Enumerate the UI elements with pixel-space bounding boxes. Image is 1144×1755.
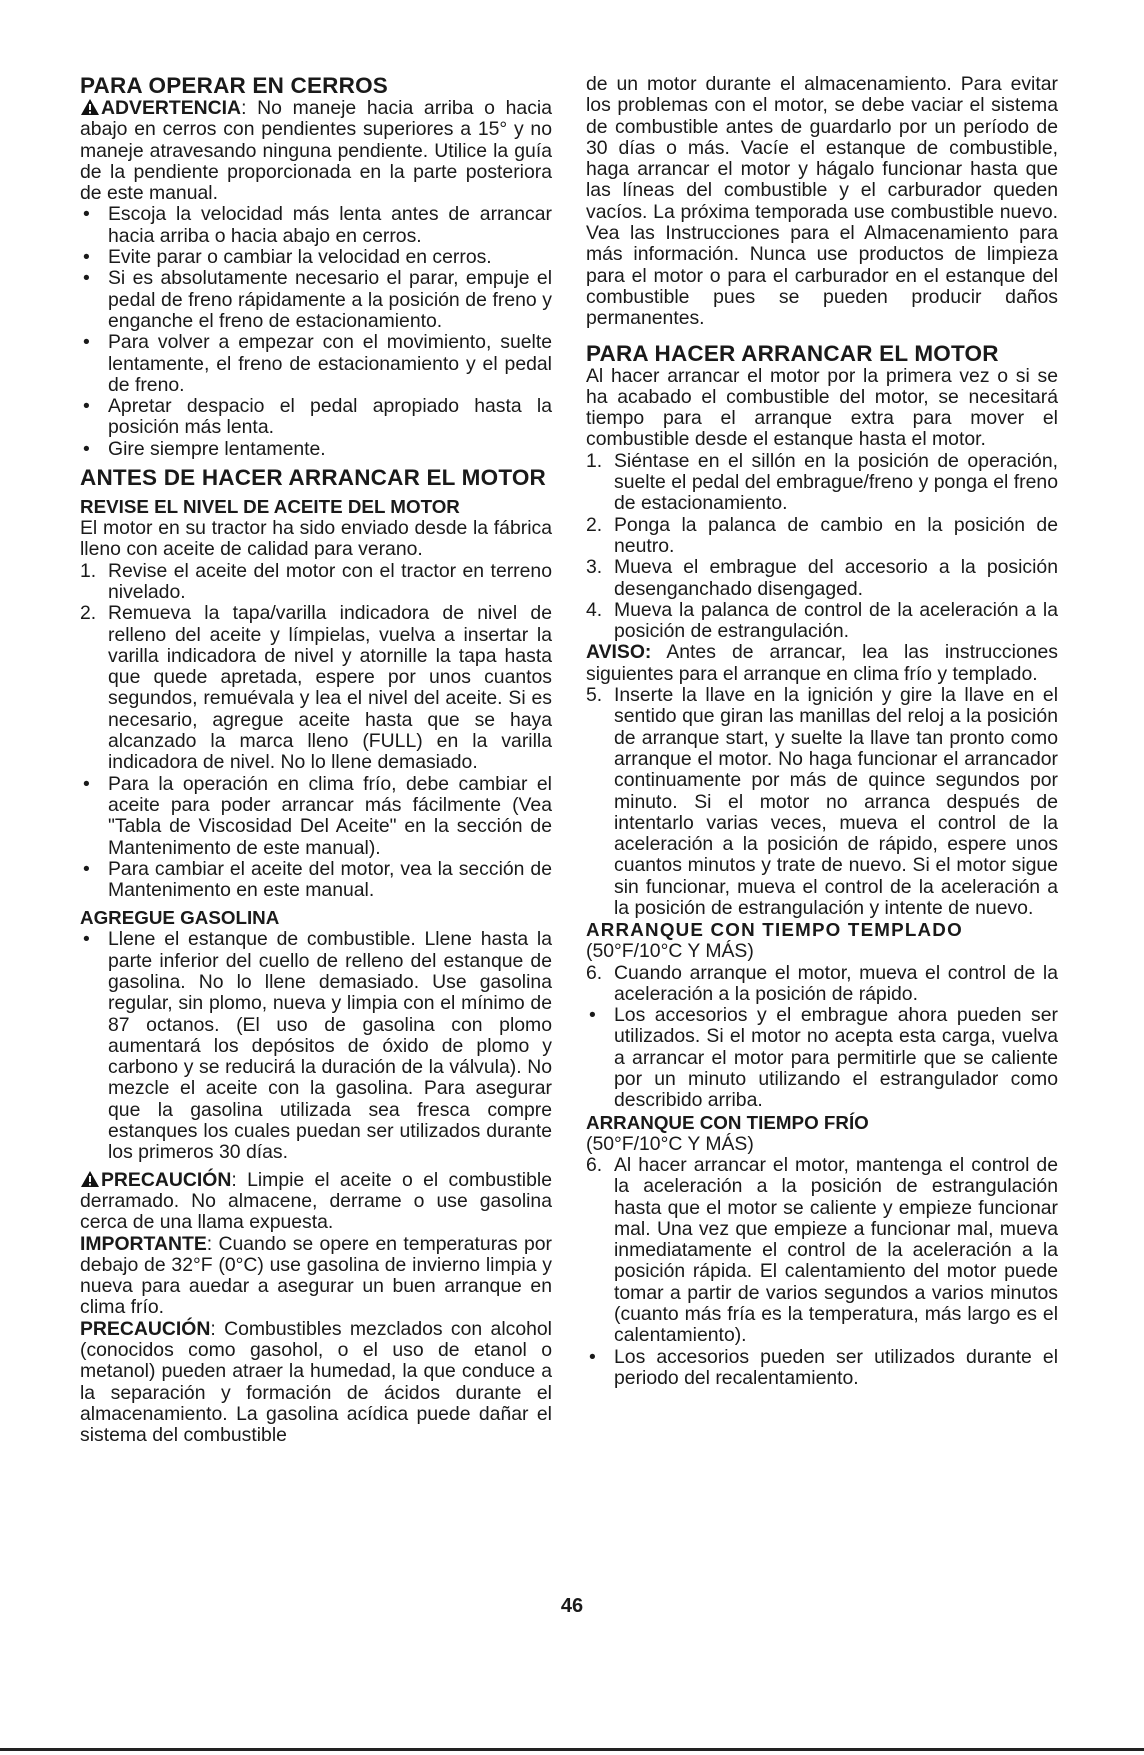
oil-intro: El motor en su tractor ha sido enviado desde la fábrica lleno con aceite de calidad para verano.	[80, 517, 552, 561]
cold-bullet-list	[586, 1347, 1058, 1390]
subtitle-add-gas: AGREGUE GASOLINA	[80, 907, 280, 929]
caution-text: : Combustibles mezclados con alcohol (conocidos como gasohol, o el uso de etanol o metanol) pueden atraer la humedad, la que conduce a la separación y formación de ácidos durante el almacenamiento. La gasolina acídica puede dañar el sistema del combustible	[80, 1317, 552, 1447]
caution-paragraph-2	[80, 1319, 552, 1447]
left-column	[80, 74, 552, 1447]
subtitle-warm-start: ARRANQUE CON TIEMPO TEMPLADO	[586, 919, 963, 941]
list-item: • Gire siempre lentamente.	[83, 437, 326, 460]
warning-paragraph	[80, 98, 552, 204]
list-item: 2. Ponga la palanca de cambio en la posición de neutro.	[586, 513, 1058, 557]
notice-lead: AVISO:	[586, 641, 652, 664]
list-item: • Para la operación en clima frío, debe cambiar el aceite para poder arrancar más fácilmente (Vea "Tabla de Viscosidad Del Aceite" en la sección de Mantenimento de este manual).	[83, 772, 552, 859]
caution-lead: PRECAUCIÓN	[80, 1317, 211, 1340]
list-item: 4. Mueva la palanca de control de la aceleración a la posición de estrangulación.	[586, 598, 1058, 643]
caution-paragraph-1	[80, 1170, 552, 1234]
list-item: 6. Al hacer arrancar el motor, mantenga el control de la aceleración a la posición de estrangulación hasta que el motor se caliente y empieze funcionar mal. Una vez que empieze a funcionar mal, mueva inmediatamente el control de la aceleración a la posición rápida. El calentamiento del motor puede tomar a partir de varios segundos a varios minutos (cuanto más fría es la temperatura, más largo es el calentamiento).	[586, 1153, 1058, 1347]
list-item: 2. Remueva la tapa/varilla indicadora de nivel de relleno del aceite y límpielas, vuelva a insertar la varilla indicadora de nivel y atornille la tapa hasta que quede apretada, espere por unos cuantos segundos, remuévala y lea el nivel del aceite. Si es necesario, agregue aceite hasta que se haya alcanzado la marca lleno (FULL) en la varilla indicadora de nivel. No lo llene demasiado.	[80, 602, 552, 774]
list-item: • Si es absolutamente necesario el parar, empuje el pedal de freno rápidamente a la posición de freno y enganche el freno de estacionamiento.	[83, 267, 552, 332]
caution-lead: PRECAUCIÓN	[101, 1168, 232, 1191]
list-item: • Llene el estanque de combustible. Llene hasta la parte inferior del cuello de relleno del estanque de gasolina. No lo llene demasiado. Use gasolina regular, sin plomo, nueva y limpia con el mínimo de 87 octanos. (El uso de gasolina con plomo aumentará los depósitos de óxido de plomo y carbono y se reducirá la duración de la válvula). No mezcle el aceite con la gasolina. Para asegurar que la gasolina utilizada sea fresca compre estanques los cuales puedan ser utilizados durante los primeros 30 días.	[83, 928, 552, 1164]
warning-lead: ADVERTENCIA	[101, 97, 242, 119]
warning-triangle-icon	[80, 98, 100, 116]
list-item: • Evite parar o cambiar la velocidad en cerros.	[83, 246, 492, 269]
warm-steps	[586, 963, 1058, 1006]
subtitle-cold-start: ARRANQUE CON TIEMPO FRÍO	[586, 1111, 869, 1133]
list-item: 3. Mueva el embrague del accesorio a la posición desenganchado disengaged.	[586, 556, 1058, 600]
oil-steps	[80, 561, 552, 774]
warm-temp: (50°F/10°C Y MÁS)	[586, 940, 754, 963]
section-title-hills: PARA OPERAR EN CERROS	[80, 73, 388, 98]
gas-bullet-list	[80, 929, 552, 1163]
notice-paragraph	[586, 642, 1058, 685]
warning-triangle-icon	[80, 1170, 100, 1188]
continued-paragraph: de un motor durante el almacenamiento. Para evitar los problemas con el motor, se debe vaciar el sistema de combustible antes de guardarlo por un período de 30 días o más. Vacíe el estanque de combustible, haga arrancar el motor y hágalo funcionar hasta que las líneas del combustible y el carburador queden vacíos. La próxima temporada use combustible nuevo. Vea las Instrucciones para el Almacenamiento para más información. Nunca use productos de limpieza para el motor o para el carburador en el estanque del combustible pues se pueden producir daños permanentes.	[586, 73, 1058, 330]
list-item: 1. Revise el aceite del motor con el tractor en terreno nivelado.	[80, 559, 552, 603]
hills-bullet-list	[80, 204, 552, 460]
page-number: 46	[560, 1595, 584, 1617]
list-item: • Los accesorios y el embrague ahora pueden ser utilizados. Si el motor no acepta esta carga, vuelva a arrancar el motor para permitirle que se caliente por un minuto utilizando el estrangulador como describido arriba.	[589, 1004, 1058, 1112]
start-steps	[586, 451, 1058, 643]
section-title-start-engine: PARA HACER ARRANCAR EL MOTOR	[586, 340, 999, 366]
list-item: 5. Inserte la llave en la ignición y gire la llave en el sentido que giran las manillas del reloj a la posición de arranque start, y suelte la llave tan pronto como arranque el motor. No haga funcionar el arrancador continuamente por más de quince segundos por minuto. Si el motor no arranca después de intentarlo varias veces, mueva el control de la aceleración a la posición de rápido, espere unos cuantos minutos y trate de nuevo. Si el motor sigue sin funcionar, mueva el control de la aceleración a la posición de estrangulación y intente de nuevo.	[586, 684, 1058, 919]
important-paragraph	[80, 1234, 552, 1319]
cold-steps	[586, 1155, 1058, 1347]
warm-bullet-list	[586, 1005, 1058, 1111]
list-item: • Para volver a empezar con el movimiento, suelte lentamente, el freno de estacionamiento y el pedal de freno.	[83, 331, 552, 396]
subtitle-oil-level: REVISE EL NIVEL DE ACEITE DEL MOTOR	[80, 496, 460, 518]
warning-text: : No maneje hacia arriba o hacia abajo en cerros con pendientes superiores a 15° y no maneje atravesando ninguna pendiente. Utilice la guía de la pendiente proporcionada en la parte posteriora de este manual.	[80, 97, 552, 205]
section-title-before-start: ANTES DE HACER ARRANCAR EL MOTOR	[80, 465, 547, 491]
right-column	[586, 74, 1058, 1389]
bottom-rule	[0, 1748, 1144, 1751]
important-text: : Cuando se opere en temperaturas por debajo de 32°F (0°C) use gasolina de invierno limpia y nueva para auedar a asegurar un buen arranque en clima frío.	[80, 1232, 552, 1319]
list-item: • Para cambiar el aceite del motor, vea la sección de Mantenimento en este manual.	[83, 857, 552, 902]
list-item: 6. Cuando arranque el motor, mueva el control de la aceleración a la posición de rápido.	[586, 961, 1058, 1005]
list-item: • Los accesorios pueden ser utilizados durante el periodo del recalentamiento.	[589, 1345, 1058, 1389]
notice-text: Antes de arrancar, lea las instrucciones siguientes para el arranque en clima frío y templado.	[586, 641, 1058, 685]
cold-temp: (50°F/10°C Y MÁS)	[586, 1132, 754, 1155]
start-intro: Al hacer arrancar el motor por la primera vez o si se ha acabado el combustible del motor, se necesitará tiempo para el arranque extra para mover el combustible desde el estanque hasta el motor.	[586, 364, 1058, 451]
oil-bullet-list	[80, 774, 552, 902]
list-item: • Escoja la velocidad más lenta antes de arrancar hacia arriba o hacia abajo en cerros.	[83, 203, 552, 247]
list-item: • Apretar despacio el pedal apropiado hasta la posición más lenta.	[83, 395, 552, 439]
start-steps-2	[586, 685, 1058, 919]
caution-text: : Limpie el aceite o el combustible derramado. No almacene, derrame o use gasolina cerca de una llama expuesta.	[80, 1168, 552, 1234]
important-lead: IMPORTANTE	[80, 1232, 207, 1255]
list-item: 1. Siéntase en el sillón en la posición de operación, suelte el pedal del embrague/freno y ponga el freno de estacionamiento.	[586, 449, 1058, 515]
